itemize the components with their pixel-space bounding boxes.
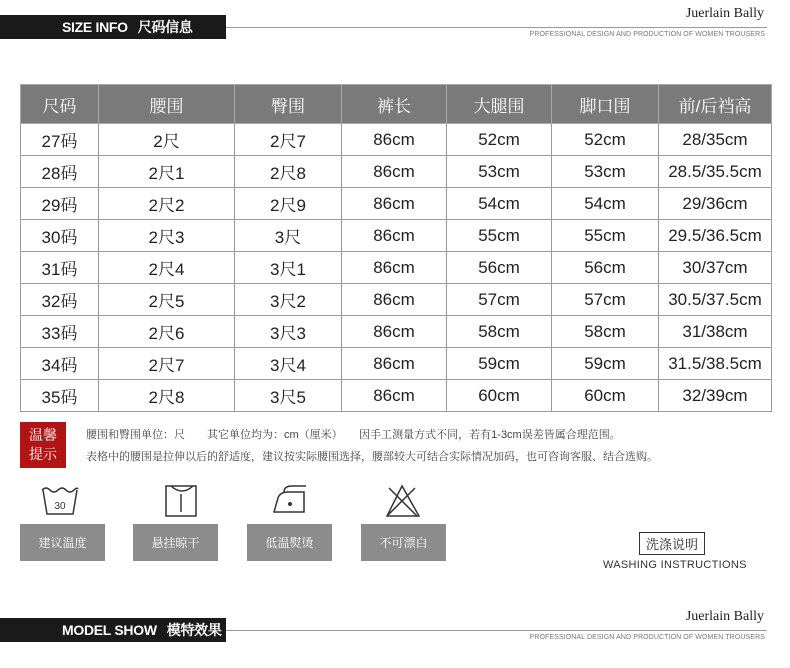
cell-rise: 31.5/38.5cm	[659, 348, 772, 380]
table-row	[21, 316, 772, 348]
cell-size: 30码	[21, 220, 99, 252]
low-iron-icon	[270, 484, 310, 518]
header-rise: 前/后裆高	[659, 85, 772, 124]
cell-hem: 52cm	[552, 124, 659, 156]
cell-length: 86cm	[342, 156, 447, 188]
cell-size: 31码	[21, 252, 99, 284]
cell-rise: 29.5/36.5cm	[659, 220, 772, 252]
cell-size: 27码	[21, 124, 99, 156]
table-row	[21, 220, 772, 252]
cell-thigh: 56cm	[447, 252, 552, 284]
cell-hem: 57cm	[552, 284, 659, 316]
wash-30-icon	[40, 484, 80, 518]
cell-hip: 3尺2	[235, 284, 342, 316]
table-row	[21, 380, 772, 412]
model-show-banner	[0, 618, 226, 642]
cell-length: 86cm	[342, 284, 447, 316]
cell-waist: 2尺4	[99, 252, 235, 284]
model-show-divider	[226, 630, 767, 631]
cell-waist: 2尺2	[99, 188, 235, 220]
cell-size: 28码	[21, 156, 99, 188]
size-info-title-cn: 尺码信息	[137, 19, 193, 35]
cell-hip: 2尺8	[235, 156, 342, 188]
cell-rise: 31/38cm	[659, 316, 772, 348]
cell-waist: 2尺3	[99, 220, 235, 252]
brand-tagline-bottom: PROFESSIONAL DESIGN AND PRODUCTION OF WOMEN TROUSERS	[529, 634, 765, 641]
header-hip: 臀围	[235, 85, 342, 124]
cell-thigh: 54cm	[447, 188, 552, 220]
table-row	[21, 252, 772, 284]
cell-rise: 28/35cm	[659, 124, 772, 156]
cell-hem: 55cm	[552, 220, 659, 252]
cell-hip: 2尺7	[235, 124, 342, 156]
wash-temp-label: 30	[54, 501, 66, 512]
tips-badge-line1: 温馨	[29, 427, 57, 443]
cell-size: 35码	[21, 380, 99, 412]
tip-line-waist: 表格中的腰围是拉伸以后的舒适度，建议按实际腰围选择，腰部较大可结合实际情况加码，也可咨询客服、结合选购。	[86, 451, 658, 463]
cell-thigh: 59cm	[447, 348, 552, 380]
cell-waist: 2尺8	[99, 380, 235, 412]
cell-thigh: 55cm	[447, 220, 552, 252]
cell-hem: 56cm	[552, 252, 659, 284]
header-thigh: 大腿围	[447, 85, 552, 124]
brand-name-bottom: Juerlain Bally	[685, 609, 764, 624]
cell-hip: 3尺3	[235, 316, 342, 348]
table-row	[21, 284, 772, 316]
cell-thigh: 58cm	[447, 316, 552, 348]
size-table	[20, 84, 772, 412]
tips-badge-line2: 提示	[29, 446, 57, 462]
cell-hem: 54cm	[552, 188, 659, 220]
cell-waist: 2尺5	[99, 284, 235, 316]
cell-thigh: 57cm	[447, 284, 552, 316]
cell-hip: 3尺5	[235, 380, 342, 412]
brand-name-top: Juerlain Bally	[685, 6, 764, 21]
table-row	[21, 156, 772, 188]
model-show-title-cn: 模特效果	[166, 622, 222, 638]
header-waist: 腰围	[99, 85, 235, 124]
cell-length: 86cm	[342, 380, 447, 412]
cell-hip: 3尺1	[235, 252, 342, 284]
cell-rise: 30/37cm	[659, 252, 772, 284]
cell-waist: 2尺1	[99, 156, 235, 188]
cell-thigh: 52cm	[447, 124, 552, 156]
cell-hip: 3尺	[235, 220, 342, 252]
cell-size: 29码	[21, 188, 99, 220]
cell-length: 86cm	[342, 188, 447, 220]
care-label-temp: 建议温度	[20, 524, 105, 561]
cell-hem: 58cm	[552, 316, 659, 348]
cell-rise: 32/39cm	[659, 380, 772, 412]
size-info-title-en: SIZE INFO	[62, 19, 128, 35]
cell-waist: 2尺	[99, 124, 235, 156]
cell-hem: 53cm	[552, 156, 659, 188]
no-bleach-icon	[384, 484, 424, 518]
cell-length: 86cm	[342, 316, 447, 348]
cell-length: 86cm	[342, 348, 447, 380]
size-info-banner	[0, 15, 226, 39]
header-length: 裤长	[342, 85, 447, 124]
cell-hem: 59cm	[552, 348, 659, 380]
size-info-divider	[226, 27, 767, 28]
cell-rise: 28.5/35.5cm	[659, 156, 772, 188]
tips-badge	[20, 422, 66, 468]
header-size: 尺码	[21, 85, 99, 124]
care-label-bleach: 不可漂白	[361, 524, 446, 561]
table-row	[21, 124, 772, 156]
care-label-iron: 低温熨烫	[247, 524, 332, 561]
cell-size: 34码	[21, 348, 99, 380]
cell-size: 33码	[21, 316, 99, 348]
cell-size: 32码	[21, 284, 99, 316]
header-hem: 脚口围	[552, 85, 659, 124]
cell-hem: 60cm	[552, 380, 659, 412]
size-table-header-row	[21, 85, 772, 124]
cell-thigh: 60cm	[447, 380, 552, 412]
brand-tagline-top: PROFESSIONAL DESIGN AND PRODUCTION OF WOMEN TROUSERS	[529, 31, 765, 38]
tip-line-units: 腰围和臀围单位：尺 其它单位均为：cm（厘米） 因手工测量方式不同，若有1-3cm误差皆属合理范围。	[86, 429, 621, 441]
cell-length: 86cm	[342, 220, 447, 252]
washing-title-en: WASHING INSTRUCTIONS	[603, 559, 747, 571]
cell-thigh: 53cm	[447, 156, 552, 188]
model-show-title-en: MODEL SHOW	[62, 622, 157, 638]
cell-rise: 30.5/37.5cm	[659, 284, 772, 316]
table-row	[21, 188, 772, 220]
cell-length: 86cm	[342, 252, 447, 284]
cell-length: 86cm	[342, 124, 447, 156]
cell-hip: 2尺9	[235, 188, 342, 220]
cell-rise: 29/36cm	[659, 188, 772, 220]
washing-title-cn: 洗涤说明	[639, 532, 705, 555]
cell-waist: 2尺6	[99, 316, 235, 348]
cell-waist: 2尺7	[99, 348, 235, 380]
hang-dry-icon	[162, 484, 202, 518]
table-row	[21, 348, 772, 380]
care-label-hang: 悬挂晾干	[133, 524, 218, 561]
cell-hip: 3尺4	[235, 348, 342, 380]
